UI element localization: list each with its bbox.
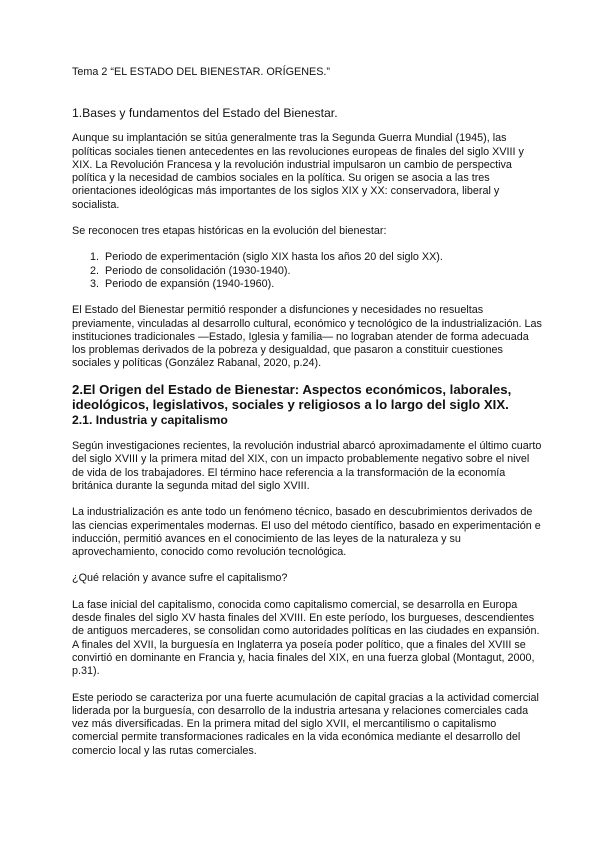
section-2-paragraph-2: La industrialización es ante todo un fenómeno técnico, basado en descubrimientos derivados de las ciencias experimentales modernas. El uso del método científico, basado en experimentación e inducción, permitió avances en el conocimiento de las leyes de la naturaleza y su aprovechamiento, conocido como revolución tecnológica. (72, 506, 541, 559)
section-1-paragraph-3: El Estado del Bienestar permitió responder a disfunciones y necesidades no resueltas previamente, vinculadas al desarrollo cultural, económico y tecnológico de la industrialización. Las instituciones tradicionales —Estado, Iglesia y familia— no lograban atender de forma adecuada los problemas derivados de la pobreza y desigualdad, que pasaron a constituir cuestiones sociales y políticas (González Rabanal, 2020, p.24). (72, 304, 542, 370)
stages-list (72, 251, 542, 291)
section-2-question: ¿Qué relación y avance sufre el capitalismo? (72, 572, 288, 585)
stage-item: 1. Periodo de experimentación (siglo XIX hasta los años 20 del siglo XX). (102, 251, 542, 264)
section-1-heading: 1.Bases y fundamentos del Estado del Bienestar. (72, 106, 338, 121)
document-title: Tema 2 “EL ESTADO DEL BIENESTAR. ORÍGENES.” (72, 66, 330, 78)
stage-item: 2. Periodo de consolidación (1930-1940). (102, 265, 542, 278)
section-2-paragraph-1: Según investigaciones recientes, la revolución industrial abarcó aproximadamente el último cuarto del siglo XVIII y la primera mitad del XIX, con un impacto probablemente negativo sobre el nivel de vida de los trabajadores. El término hace referencia a la transformación de la economía británica durante la segunda mitad del siglo XVIII. (72, 440, 542, 492)
section-1-paragraph-1: Aunque su implantación se sitúa generalmente tras la Segunda Guerra Mundial (1945), las políticas sociales tienen antecedentes en las revoluciones europeas de finales del siglo XVIII y XIX. La Revolución Francesa y la revolución industrial impulsaron un cambio de perspectiva política y la necesidad de cambios sociales en la política. Su origen se asocia a las tres orientaciones ideológicas más importantes de los siglos XIX y XX: conservadora, liberal y socialista. (72, 132, 524, 211)
document-page (72, 66, 542, 771)
section-1-paragraph-2: Se reconocen tres etapas históricas en la evolución del bienestar: (72, 225, 387, 238)
section-2-paragraph-3: La fase inicial del capitalismo, conocida como capitalismo comercial, se desarrolla en Europa desde finales del siglo XV hasta finales del XVIII. En este período, los burgueses, descendientes de antiguos mercaderes, se consolidan como autoridades políticas en las ciudades en expansión. A finales del XVII, la burguesía en Inglaterra ya poseía poder político, que a finales del XVIII se convirtió en dominante en Francia y, hacia finales del XIX, en una fuerza global (Montagut, 2000, p.31). (72, 598, 540, 678)
section-2-1-heading: 2.1. Industria y capitalismo (72, 412, 228, 427)
section-2-paragraph-4: Este periodo se caracteriza por una fuerte acumulación de capital gracias a la actividad comercial liderada por la burguesía, con desarrollo de la industria artesana y relaciones comerciales cada vez más diversificadas. En la primera mitad del siglo XVII, el mercantilismo o capitalismo comercial permite transformaciones radicales en la vida económica mediante el desarrollo del comercio local y las rutas comerciales. (72, 691, 539, 757)
stage-item: 3. Periodo de expansión (1940-1960). (102, 278, 542, 291)
section-2-heading: 2.El Origen del Estado de Bienestar: Aspectos económicos, laborales, ideológicos, legislativos, sociales y religiosos a lo largo del siglo XIX. (72, 381, 512, 413)
